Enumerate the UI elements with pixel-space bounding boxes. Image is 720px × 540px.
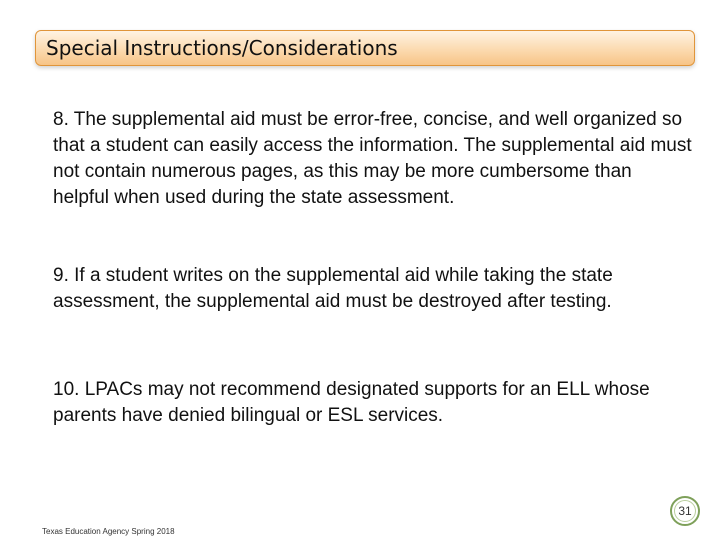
slide-title-bar	[35, 30, 695, 66]
instruction-paragraph-10: 10. LPACs may not recommend designated supports for an ELL whose parents have denied bilingual or ESL services.	[53, 379, 650, 426]
instruction-paragraph-9: 9. If a student writes on the supplemental aid while taking the state assessment, the supplemental aid must be destroyed after testing.	[53, 265, 613, 312]
slide-title: Special Instructions/Considerations	[46, 36, 398, 60]
instruction-paragraph-8: 8. The supplemental aid must be error-free, concise, and well organized so that a student can easily access the information. The supplemental aid must not contain numerous pages, as this may be more cumbersome than helpful when used during the state assessment.	[53, 109, 692, 208]
page-number: 31	[674, 500, 696, 522]
page-number-badge	[670, 496, 700, 526]
footer-text: Texas Education Agency Spring 2018	[42, 527, 175, 536]
